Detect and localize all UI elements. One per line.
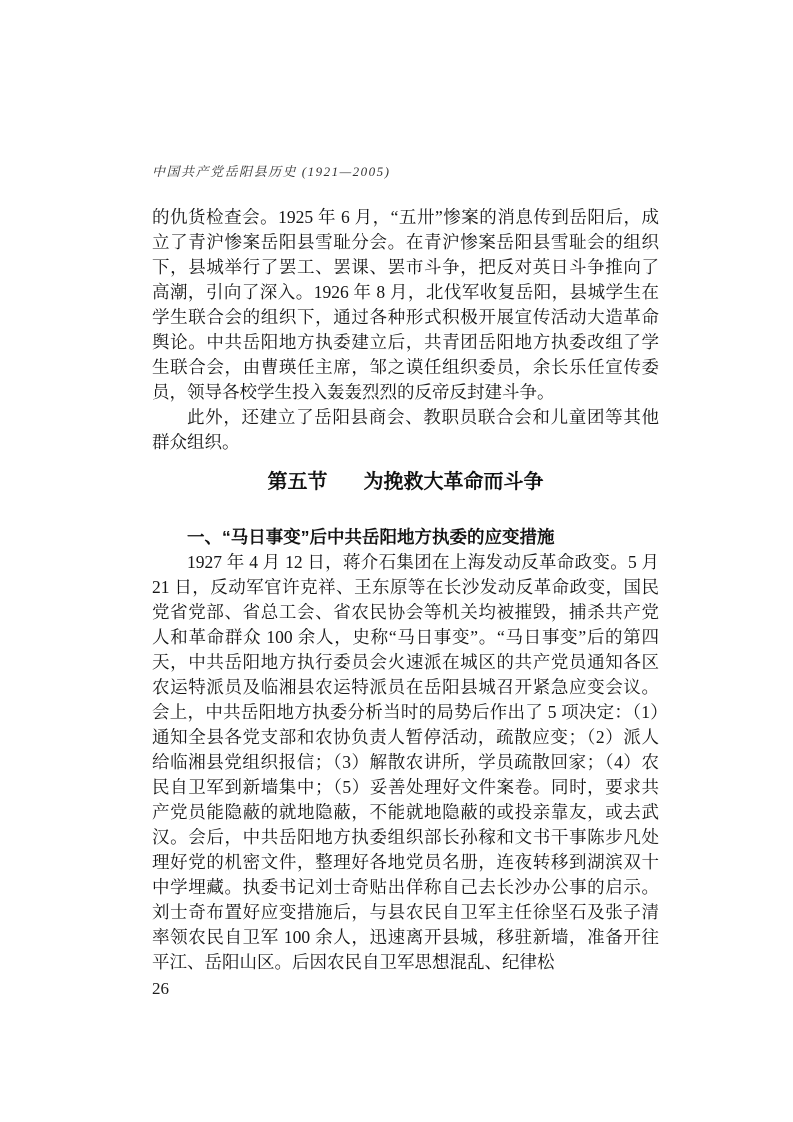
page-number: 26 [152, 979, 169, 998]
paragraph-other-organizations: 此外，还建立了岳阳县商会、教职员联合会和儿童团等其他群众组织。 [152, 407, 659, 452]
paragraph-ma-ri-incident: 1927 年 4 月 12 日，蒋介石集团在上海发动反革命政变。5 月 21 日，反动军官许克祥、王东原等在长沙发动反革命政变，国民党省党部、省总工会、省农民协会等机关均被摧毁，捕杀共产党人和革命群众 100 余人，史称“马日事变”。“马日事变”后的第四天，中共岳阳地方执行委员会火速派在城区的共产党员通知各区农运特派员及临湘县农运特派员在岳阳县城召开紧急应变会议。会上，中共岳阳地方执委分析当时的局势后作出了 5 项决定：（1）通知全县各党支部和农协负责人暂停活动，疏散应变；（2）派人给临湘县党组织报信；（3）解散农讲所，学员疏散回家；（4）农民自卫军到新墙集中；（5）妥善处理好文件案卷。同时，要求共产党员能隐蔽的就地隐蔽，不能就地隐蔽的或投亲靠友，或去武汉。会后，中共岳阳地方执委组织部长孙稼和文书干事陈步凡处理好党的机密文件，整理好各地党员名册，连夜转移到湖滨双十中学埋藏。执委书记刘士奇贴出佯称自己去长沙办公事的启示。刘士奇布置好应变措施后，与县农民自卫军主任徐坚石及张子清率领农民自卫军 100 余人，迅速离开县城，移驻新墙，准备开往平江、岳阳山区。后因农民自卫军思想混乱、纪律松 [152, 552, 659, 972]
section-heading [152, 469, 659, 495]
section-number: 第五节 [267, 471, 328, 493]
page-body [152, 205, 659, 1000]
running-header: 中国共产党岳阳县历史 (1921—2005) [152, 164, 391, 179]
section-title: 为挽救大革命而斗争 [363, 471, 544, 493]
subsection-heading: 一、“马日事变”后中共岳阳地方执委的应变措施 [187, 527, 555, 547]
paragraph-continuation: 的仇货检查会。1925 年 6 月，“五卅”惨案的消息传到岳阳后，成立了青沪惨案岳阳县雪耻分会。在青沪惨案岳阳县雪耻会的组织下，县城举行了罢工、罢课、罢市斗争，把反对英日斗争推向了高潮，引向了深入。1926 年 8 月，北伐军收复岳阳，县城学生在学生联合会的组织下，通过各种形式积极开展宣传活动大造革命舆论。中共岳阳地方执委建立后，共青团岳阳地方执委改组了学生联合会，由曹瑛任主席，邹之谟任组织委员，余长乐任宣传委员，领导各校学生投入轰轰烈烈的反帝反封建斗争。 [152, 207, 659, 402]
